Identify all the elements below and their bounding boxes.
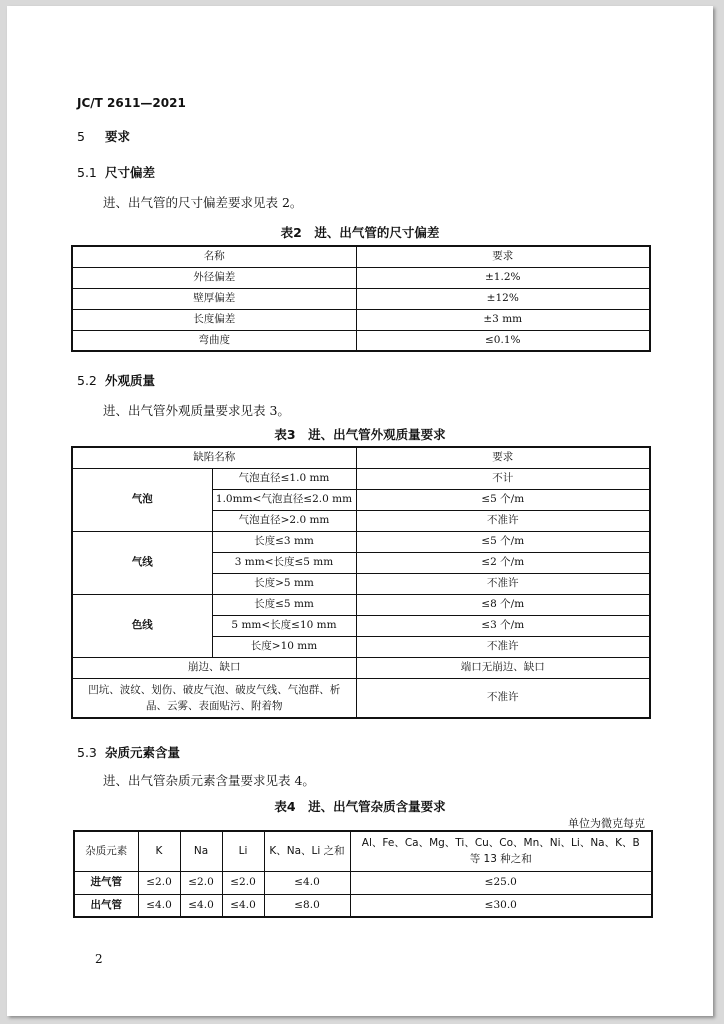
- table-cell: ≤30.0: [350, 894, 652, 917]
- table-cell: ±1.2%: [356, 267, 650, 288]
- table-cell: ≤4.0: [138, 894, 180, 917]
- table-row: [74, 894, 652, 917]
- table-cell: ≤0.1%: [356, 330, 650, 351]
- section-5-2-text: 进、出气管外观质量要求见表 3。: [103, 403, 290, 418]
- table-header-cell: 要求: [356, 246, 650, 267]
- table2: [71, 245, 651, 352]
- table3: [71, 446, 651, 719]
- table-cell: ≤4.0: [222, 894, 264, 917]
- table-cell: ≤3 个/m: [356, 615, 650, 636]
- table4-caption: 表4 进、出气管杂质含量要求: [274, 799, 446, 814]
- table-row: [72, 288, 650, 309]
- table-cell: ≤8.0: [264, 894, 350, 917]
- section-number: 5.1: [77, 165, 97, 180]
- table3-caption: 表3 进、出气管外观质量要求: [274, 427, 446, 442]
- table-cell: 不计: [356, 468, 650, 489]
- table-cell: ≤8 个/m: [356, 594, 650, 615]
- table-header-cell: K、Na、Li 之和: [264, 831, 350, 871]
- section-title: 要求: [105, 129, 131, 144]
- table-cell: 5 mm<长度≤10 mm: [212, 615, 356, 636]
- table-row: [72, 330, 650, 351]
- table-row: [72, 309, 650, 330]
- table-cell: ≤4.0: [180, 894, 222, 917]
- table-header-cell: 杂质元素: [74, 831, 138, 871]
- table-cell: ≤4.0: [264, 871, 350, 894]
- table-header-cell: Na: [180, 831, 222, 871]
- table-header-row: [74, 831, 652, 871]
- standard-code: JC/T 2611—2021: [77, 96, 186, 110]
- table-row: [72, 267, 650, 288]
- table-row: [72, 657, 650, 678]
- table-row: [72, 531, 650, 552]
- section-5-3-text: 进、出气管杂质元素含量要求见表 4。: [103, 773, 315, 788]
- section-5-2-heading: [77, 371, 155, 389]
- section-number: 5.3: [77, 745, 97, 760]
- section-number: 5.2: [77, 373, 97, 388]
- section-title: 尺寸偏差: [105, 165, 156, 180]
- table-cell: ±3 mm: [356, 309, 650, 330]
- defect-group-label: 气泡: [72, 468, 212, 531]
- table-row: [72, 468, 650, 489]
- table-cell: 不准许: [356, 573, 650, 594]
- defect-group-label: 色线: [72, 594, 212, 657]
- table-cell: ≤2.0: [138, 871, 180, 894]
- defect-group-label: 气线: [72, 531, 212, 594]
- section-5-1-text: 进、出气管的尺寸偏差要求见表 2。: [103, 195, 303, 210]
- table-cell: 不准许: [356, 678, 650, 718]
- table-cell: ≤5 个/m: [356, 489, 650, 510]
- table-cell: ≤25.0: [350, 871, 652, 894]
- table-cell: 气泡直径≤1.0 mm: [212, 468, 356, 489]
- table-row: [72, 678, 650, 718]
- table-row: [74, 871, 652, 894]
- unit-note: 单位为微克每克: [568, 817, 645, 830]
- table-cell: 出气管: [74, 894, 138, 917]
- table-header-row: [72, 246, 650, 267]
- section-number: 5: [77, 129, 85, 144]
- table-header-cell: Al、Fe、Ca、Mg、Ti、Cu、Co、Mn、Ni、Li、Na、K、B 等 13 种之和: [350, 831, 652, 871]
- table-header-cell: K: [138, 831, 180, 871]
- table-cell: 长度≤5 mm: [212, 594, 356, 615]
- table-cell: 长度≤3 mm: [212, 531, 356, 552]
- table-cell: 壁厚偏差: [72, 288, 356, 309]
- table-cell: ≤2.0: [180, 871, 222, 894]
- table-cell: ±12%: [356, 288, 650, 309]
- section-5-1-heading: [77, 163, 155, 181]
- table4: [73, 830, 653, 918]
- document-page: [7, 6, 713, 1016]
- table-cell: 不准许: [356, 636, 650, 657]
- table-row: [72, 594, 650, 615]
- section-5-3-heading: [77, 743, 180, 761]
- section-5-heading: [77, 127, 130, 145]
- section-title: 杂质元素含量: [105, 745, 181, 760]
- section-title: 外观质量: [105, 373, 156, 388]
- table-cell: 崩边、缺口: [72, 657, 356, 678]
- table-cell: 长度偏差: [72, 309, 356, 330]
- table-cell: ≤5 个/m: [356, 531, 650, 552]
- table-header-cell: 要求: [356, 447, 650, 468]
- table-cell: 弯曲度: [72, 330, 356, 351]
- table-cell: 进气管: [74, 871, 138, 894]
- table-cell: 长度>5 mm: [212, 573, 356, 594]
- page-number: 2: [95, 952, 103, 966]
- table-cell: 外径偏差: [72, 267, 356, 288]
- table-cell: ≤2.0: [222, 871, 264, 894]
- table-header-cell: 缺陷名称: [72, 447, 356, 468]
- table-cell: 凹坑、波纹、划伤、破皮气泡、破皮气线、气泡群、析晶、云雾、表面贴污、附着物: [72, 678, 356, 718]
- table-cell: 1.0mm<气泡直径≤2.0 mm: [212, 489, 356, 510]
- table-cell: 3 mm<长度≤5 mm: [212, 552, 356, 573]
- table-header-cell: 名称: [72, 246, 356, 267]
- table2-caption: 表2 进、出气管的尺寸偏差: [280, 225, 440, 240]
- table-cell: 长度>10 mm: [212, 636, 356, 657]
- table-header-cell: Li: [222, 831, 264, 871]
- table-cell: 气泡直径>2.0 mm: [212, 510, 356, 531]
- table-cell: 端口无崩边、缺口: [356, 657, 650, 678]
- table-cell: ≤2 个/m: [356, 552, 650, 573]
- table-cell: 不准许: [356, 510, 650, 531]
- table-header-row: [72, 447, 650, 468]
